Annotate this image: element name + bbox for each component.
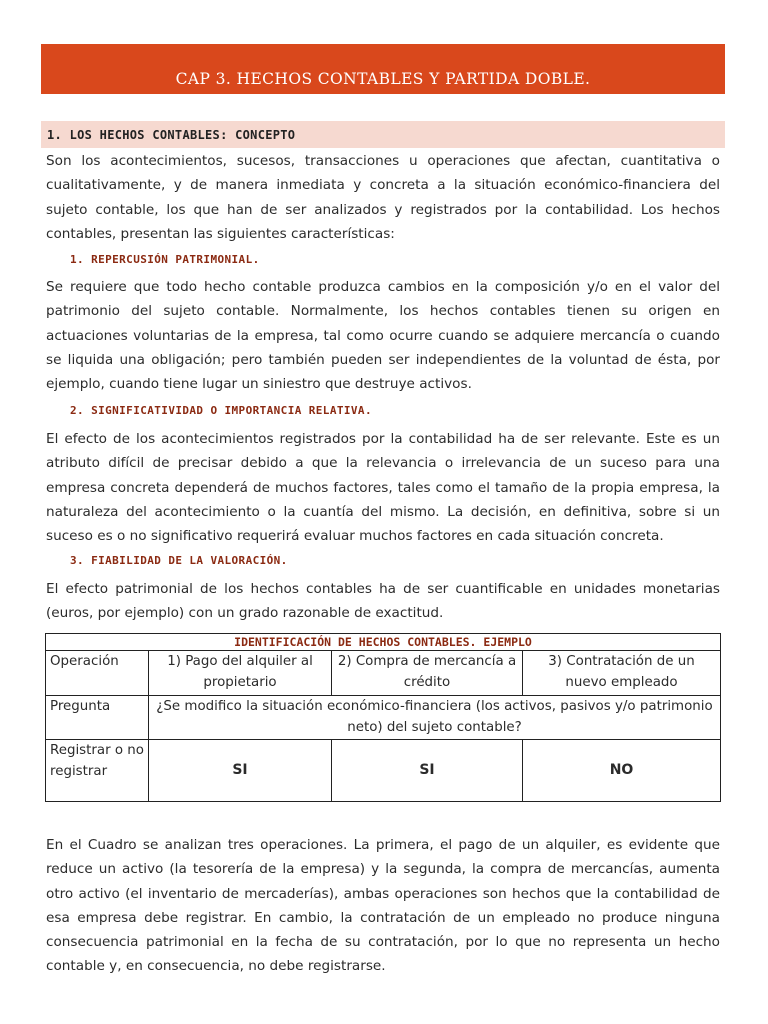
table-title-row bbox=[46, 634, 721, 651]
operation-1: 1) Pago del alquiler al propietario bbox=[149, 651, 332, 696]
item-2-title: 2. SIGNIFICATIVIDAD O IMPORTANCIA RELATIVA. bbox=[70, 404, 372, 417]
chapter-title-banner bbox=[41, 44, 725, 94]
item-3-text: El efecto patrimonial de los hechos contables ha de ser cuantificable en unidades monetarias (euros, por ejemplo) con un grado razonable de exactitud. bbox=[46, 581, 720, 622]
item-2-text: El efecto de los acontecimientos registrados por la contabilidad ha de ser relevante. Este es un atributo difícil de precisar debido a que la relevancia o irrelevancia de un suceso para una empresa concreta dependerá de muchos factores, tales como el tamaño de la propia empresa, la naturaleza del acontecimiento o la cuantía del mismo. La decisión, en definitiva, sobre si un suceso es o no significativo requerirá evaluar muchos factores en cada situación concreta. bbox=[46, 431, 720, 545]
answer-3: NO bbox=[523, 740, 721, 802]
example-table bbox=[45, 633, 721, 802]
item-3-title: 3. FIABILIDAD DE LA VALORACIÓN. bbox=[70, 554, 288, 567]
pregunta-label: Pregunta bbox=[46, 696, 149, 740]
item-1-title: 1. REPERCUSIÓN PATRIMONIAL. bbox=[70, 253, 260, 266]
table-row-operacion bbox=[46, 651, 721, 696]
registrar-label: Registrar o no registrar bbox=[46, 740, 149, 802]
chapter-title: CAP 3. HECHOS CONTABLES Y PARTIDA DOBLE. bbox=[175, 70, 591, 88]
conclusion-paragraph: En el Cuadro se analizan tres operaciones. La primera, el pago de un alquiler, es evidente que reduce un activo (la tesorería de la empresa) y la segunda, la compra de mercancías, aumenta otro activo (el inventario de mercaderías), ambas operaciones son hechos que la contabilidad de esa empresa debe registrar. En cambio, la contratación de un empleado no produce ninguna consecuencia patrimonial en la fecha de su contratación, por lo que no representa un hecho contable y, en consecuencia, no debe registrarse. bbox=[46, 837, 720, 975]
intro-paragraph: Son los acontecimientos, sucesos, transacciones u operaciones que afectan, cuantitativa o cualitativamente, y de manera inmediata y concreta a la situación económico-financiera del sujeto contable, los que han de ser analizados y registrados por la contabilidad. Los hechos contables, presentan las siguientes características: bbox=[46, 153, 720, 242]
operacion-label: Operación bbox=[46, 651, 149, 696]
item-1-text: Se requiere que todo hecho contable produzca cambios en la composición y/o en el valor del patrimonio del sujeto contable. Normalmente, los hechos contables tienen su origen en actuaciones voluntarias de la empresa, tal como ocurre cuando se adquiere mercancía o cuando se liquida una obligación; pero también pueden ser independientes de la voluntad de ésta, por ejemplo, cuando tiene lugar un siniestro que destruye activos. bbox=[46, 279, 720, 393]
operation-3: 3) Contratación de un nuevo empleado bbox=[523, 651, 721, 696]
table-row-pregunta bbox=[46, 696, 721, 740]
section-heading: 1. LOS HECHOS CONTABLES: CONCEPTO bbox=[41, 121, 725, 148]
pregunta-text: ¿Se modifico la situación económico-financiera (los activos, pasivos y/o patrimonio neto) del sujeto contable? bbox=[149, 696, 721, 740]
operation-2: 2) Compra de mercancía a crédito bbox=[332, 651, 523, 696]
answer-2: SI bbox=[332, 740, 523, 802]
table-title: IDENTIFICACIÓN DE HECHOS CONTABLES. EJEMPLO bbox=[46, 634, 721, 651]
answer-1: SI bbox=[149, 740, 332, 802]
table-row-registrar bbox=[46, 740, 721, 802]
